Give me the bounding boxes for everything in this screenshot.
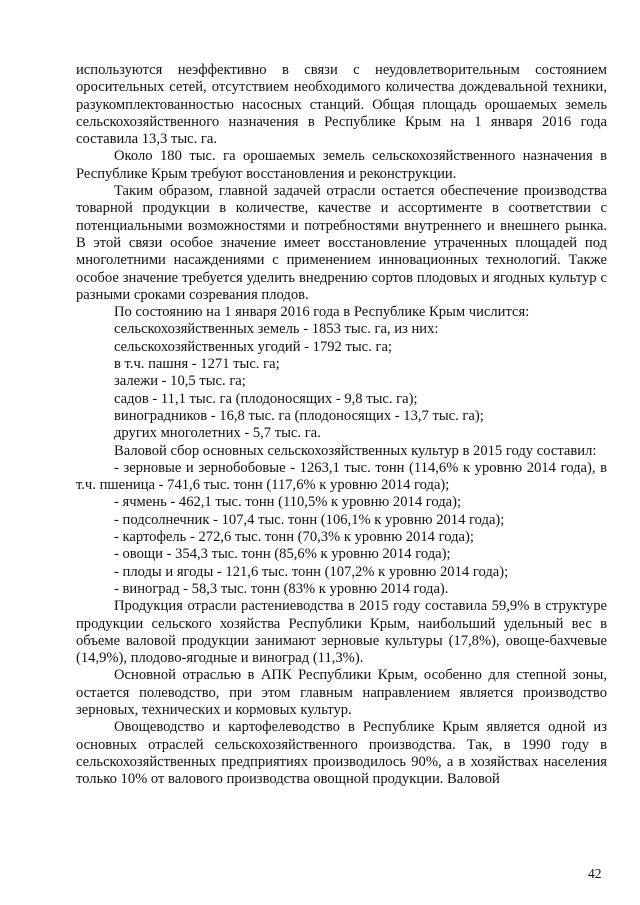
harvest-item: - ячмень - 462,1 тыс. тонн (110,5% к уровню 2014 года); [114,494,462,511]
land-item: в т.ч. пашня - 1271 тыс. га; [114,356,280,373]
page-number: 42 [588,866,602,881]
paragraph-main-task: Таким образом, главной задачей отрасли остается обеспечение производства товарной продукции в количестве, качестве и ассортименте в соответствии с потенциальными возможностями и потребностями внутреннего и внешнего рынка. В этой связи особое значение имеет восстановление утраченных площадей под многолетними насаждениями с применением инновационных технологий. Также особое значение требуется уделить внедрению сортов плодовых и ягодных культур с разными сроками созревания плодов. [76,183,607,303]
harvest-item: - картофель - 272,6 тыс. тонн (70,3% к уровню 2014 года); [114,529,474,546]
land-item: виноградников - 16,8 тыс. га (плодоносящих - 13,7 тыс. га); [114,407,484,424]
harvest-item: - виноград - 58,3 тыс. тонн (83% к уровню 2014 года). [114,580,449,597]
land-intro: По состоянию на 1 января 2016 года в Республике Крым числится: [114,304,530,321]
harvest-intro: Валовой сбор основных сельскохозяйственных культур в 2015 году составил: [114,442,597,459]
paragraph-irrigation: используются неэффективно в связи с неудовлетворительным состоянием оросительных сетей, отсутствием необходимого количества дождевальной техники, разукомплектованностью насосных станций. Общая площадь орошаемых земель сельскохозяйственного назначения в Республике Крым на 1 января 2016 года составила 13,3 тыс. га. [76,62,607,148]
harvest-item: - подсолнечник - 107,4 тыс. тонн (106,1% к уровню 2014 года); [114,511,505,528]
harvest-item-grain: - зерновые и зернобобовые - 1263,1 тыс. тонн (114,6% к уровню 2014 года), в т.ч. пшеница - 741,6 тыс. тонн (117,6% к уровню 2014 года); [76,459,607,494]
land-item: других многолетних - 5,7 тыс. га. [114,425,321,442]
land-item: сельскохозяйственных угодий - 1792 тыс. га; [114,338,392,355]
harvest-item: - овощи - 354,3 тыс. тонн (85,6% к уровню 2014 года); [114,546,451,563]
land-item: сельскохозяйственных земель - 1853 тыс. га, из них: [114,321,439,338]
harvest-list [76,494,607,598]
paragraph-restoration: Около 180 тыс. га орошаемых земель сельскохозяйственного назначения в Республике Крым требуют восстановления и реконструкции. [76,148,607,182]
harvest-item: - плоды и ягоды - 121,6 тыс. тонн (107,2% к уровню 2014 года); [114,563,509,580]
land-item: залежи - 10,5 тыс. га; [114,373,246,390]
land-list [76,321,607,442]
paragraph-crop-share: Продукция отрасли растениеводства в 2015 году составила 59,9% в структуре продукции сельского хозяйства Республики Крым, наибольший удельный вес в объеме валовой продукции занимают зерновые культуры (17,8%), овоще-бахчевые (14,9%), плодово-ягодные и виноград (11,3%). [76,598,607,667]
paragraph-field-crops: Основной отраслью в АПК Республики Крым, особенно для степной зоны, остается полеводство, при этом главным направлением является производство зерновых, технических и кормовых культур. [76,667,607,718]
land-item: садов - 11,1 тыс. га (плодоносящих - 9,8 тыс. га); [114,390,418,407]
paragraph-vegetables: Овощеводство и картофелеводство в Республике Крым является одной из основных отраслей сельскохозяйственного производства. Так, в 1990 году в сельскохозяйственных предприятиях производилось 90%, а в хозяйствах населения только 10% от валового производства овощной продукции. Валовой [76,719,607,788]
document-page [76,62,607,788]
